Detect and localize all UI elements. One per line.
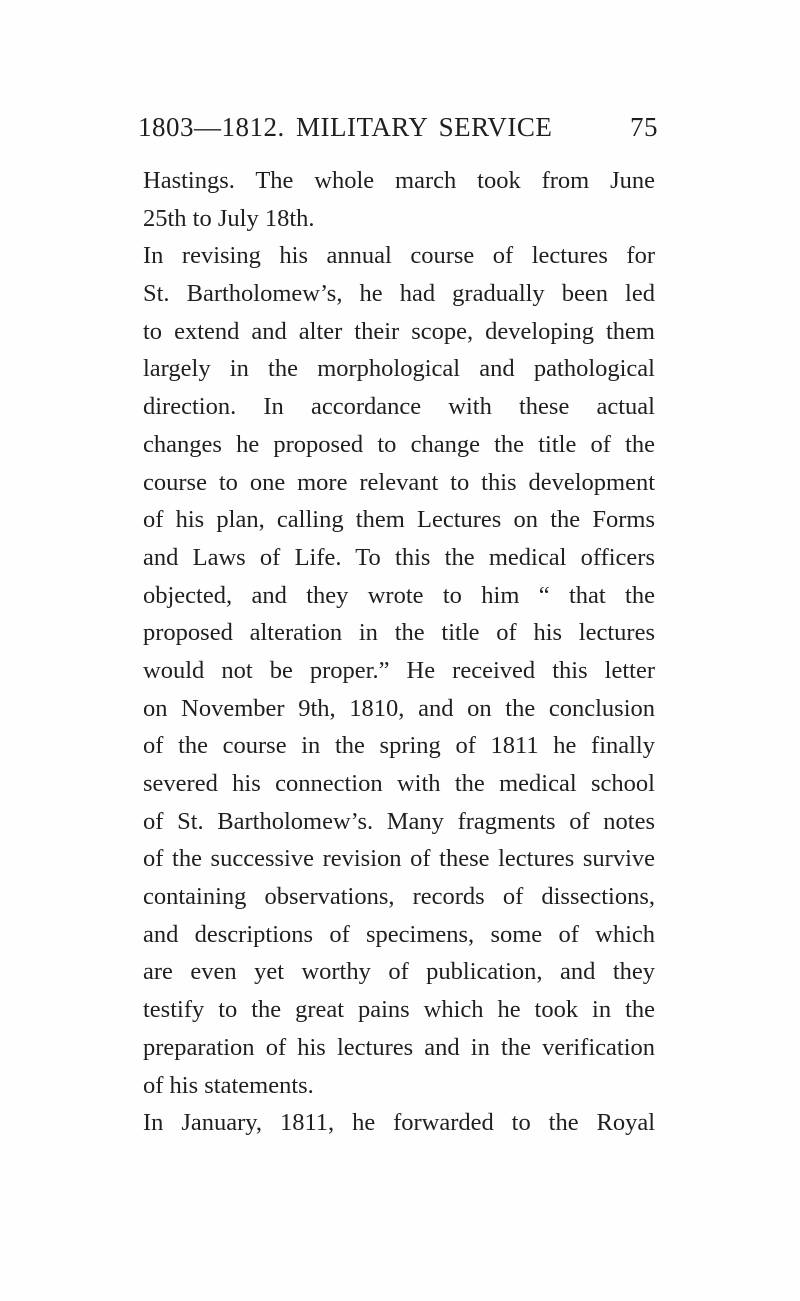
text-line: and Laws of Life. To this the medical officers [143, 543, 655, 571]
text-line: 25th to July 18th. [143, 204, 315, 232]
text-line: largely in the morphological and pathological [143, 355, 655, 383]
text-line: Hastings. The whole march took from June [143, 167, 655, 194]
text-line: direction. In accordance with these actual [143, 393, 655, 421]
text-line: In January, 1811, he forwarded to the Royal [143, 1109, 655, 1137]
text-line: changes he proposed to change the title of the [143, 430, 655, 458]
body-text [143, 162, 655, 1142]
text-line: severed his connection with the medical school [143, 770, 655, 797]
text-line: containing observations, records of dissections, [143, 883, 655, 911]
text-line: of St. Bartholomew’s. Many fragments of notes [143, 807, 655, 835]
running-head-title: 1803—1812. MILITARY SERVICE [138, 112, 553, 142]
text-line: of the successive revision of these lectures survive [143, 845, 655, 873]
text-line: to extend and alter their scope, developing them [143, 317, 655, 345]
text-line: of the course in the spring of 1811 he finally [143, 732, 655, 760]
text-line: course to one more relevant to this development [143, 468, 655, 496]
text-line: would not be proper.” He received this letter [143, 656, 655, 684]
text-line: on November 9th, 1810, and on the conclusion [143, 694, 655, 722]
text-line: and descriptions of specimens, some of which [143, 920, 655, 948]
page-number: 75 [630, 112, 658, 142]
text-line: St. Bartholomew’s, he had gradually been led [143, 280, 655, 308]
running-head [138, 112, 658, 156]
text-line: objected, and they wrote to him “ that the [143, 581, 655, 609]
text-line: preparation of his lectures and in the verification [143, 1033, 655, 1061]
text-line: proposed alteration in the title of his lectures [143, 619, 655, 647]
text-line: In revising his annual course of lectures for [143, 242, 655, 270]
text-line: are even yet worthy of publication, and they [143, 958, 655, 986]
text-line: testify to the great pains which he took in the [143, 996, 655, 1024]
text-line: of his plan, calling them Lectures on the Forms [143, 506, 655, 534]
text-line: of his statements. [143, 1071, 314, 1099]
